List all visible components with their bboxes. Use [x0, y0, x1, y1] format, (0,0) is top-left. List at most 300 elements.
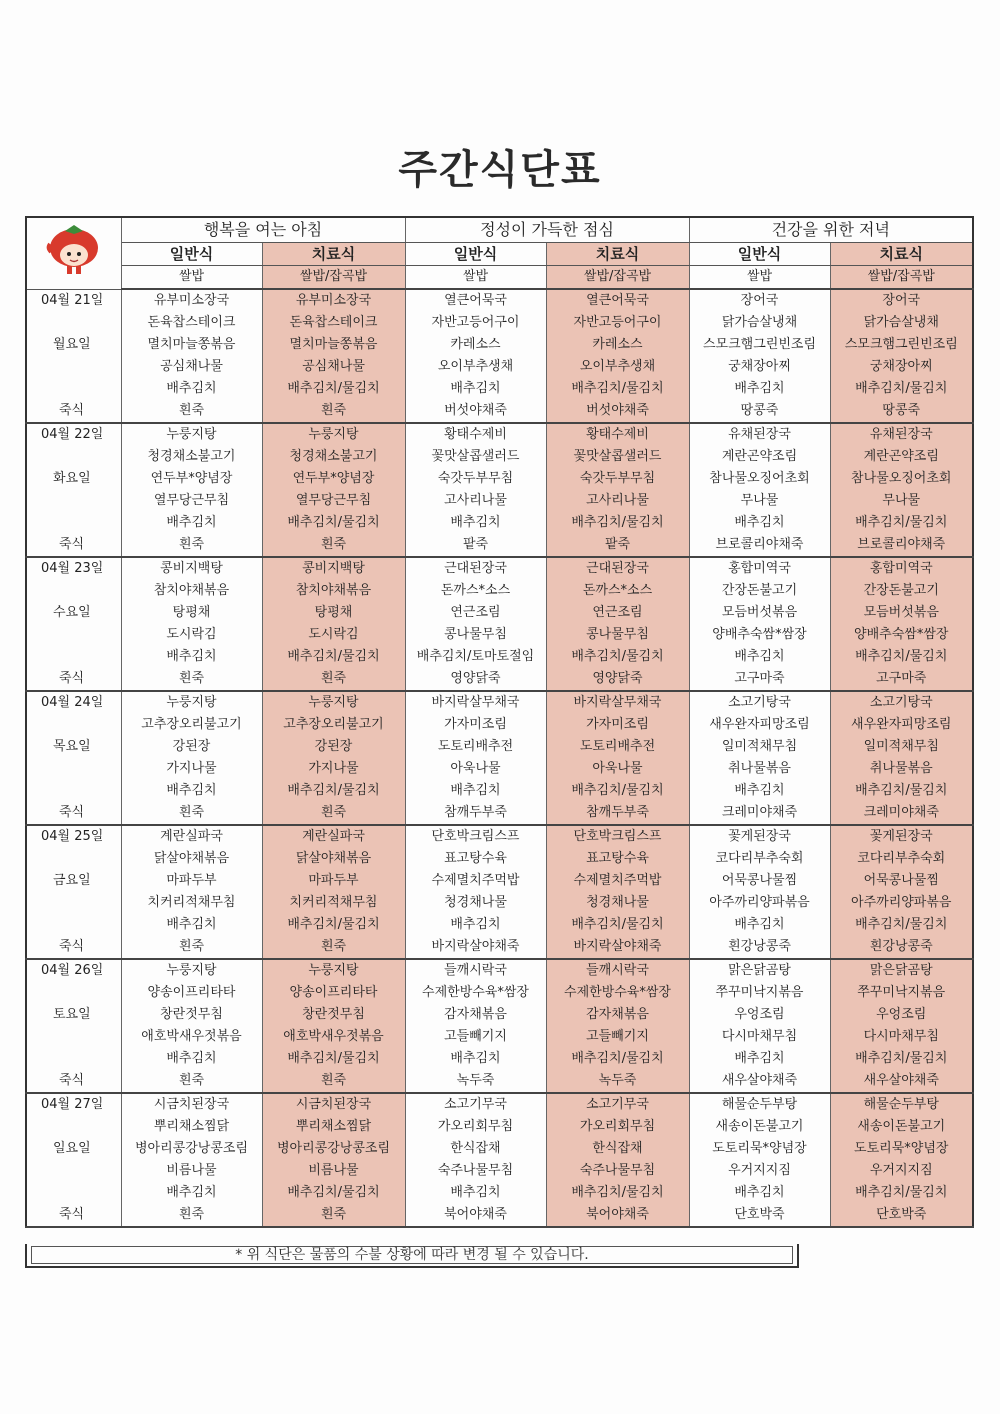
- therapy-menu-item: 콩나물무침: [546, 624, 689, 646]
- therapy-menu-item: 가오리회무침: [546, 1116, 689, 1138]
- therapy-menu-item: 배추김치/물김치: [830, 378, 973, 400]
- menu-row: [26, 982, 973, 1004]
- regular-menu-item: 마파두부: [121, 870, 262, 892]
- day-weekday: 금요일: [26, 870, 121, 892]
- therapy-menu-item: 가자미조림: [546, 714, 689, 736]
- day-label-empty: [26, 848, 121, 870]
- regular-menu-item: 배추김치: [689, 1182, 830, 1204]
- therapy-menu-item: 치커리적채무침: [262, 892, 405, 914]
- therapy-menu-item: 배추김치/물김치: [262, 914, 405, 936]
- porridge-label: 죽식: [26, 668, 121, 691]
- therapy-menu-item: 코다리부추숙회: [830, 848, 973, 870]
- therapy-menu-item: 흰죽: [262, 400, 405, 423]
- therapy-menu-item: 꽃맛살콥샐러드: [546, 446, 689, 468]
- therapy-menu-item: 우거지지짐: [830, 1160, 973, 1182]
- therapy-menu-item: 창란젓무침: [262, 1004, 405, 1026]
- menu-row: [26, 400, 973, 423]
- regular-menu-item: 궁채장아찌: [689, 356, 830, 378]
- therapy-menu-item: 콩비지백탕: [262, 557, 405, 580]
- day-weekday: 토요일: [26, 1004, 121, 1026]
- regular-menu-item: 새우살야채죽: [689, 1070, 830, 1093]
- menu-row: [26, 512, 973, 534]
- menu-row: [26, 936, 973, 959]
- therapy-menu-item: 해물순두부탕: [830, 1093, 973, 1116]
- menu-row: [26, 1093, 973, 1116]
- therapy-menu-item: 배추김치/물김치: [830, 1048, 973, 1070]
- menu-row: [26, 624, 973, 646]
- day-label-empty: [26, 1026, 121, 1048]
- therapy-menu-item: 단호박죽: [830, 1204, 973, 1227]
- day-weekday: 일요일: [26, 1138, 121, 1160]
- porridge-label: 죽식: [26, 1070, 121, 1093]
- therapy-menu-item: 황태수제비: [546, 423, 689, 446]
- therapy-menu-item: 꽃게된장국: [830, 825, 973, 848]
- footer-note-box: [25, 1244, 799, 1268]
- therapy-menu-item: 배추김치/물김치: [546, 512, 689, 534]
- day-weekday: 목요일: [26, 736, 121, 758]
- day-date: 04월 23일: [26, 557, 121, 580]
- therapy-menu-item: 공심채나물: [262, 356, 405, 378]
- menu-row: [26, 423, 973, 446]
- rice-cell: 쌀밥/잡곡밥: [546, 266, 689, 290]
- therapy-menu-item: 배추김치/물김치: [830, 914, 973, 936]
- therapy-menu-item: 바지락살무채국: [546, 691, 689, 714]
- menu-row: [26, 892, 973, 914]
- menu-row: [26, 691, 973, 714]
- therapy-menu-item: 청경채나물: [546, 892, 689, 914]
- regular-menu-item: 흰죽: [121, 400, 262, 423]
- therapy-menu-item: 아욱나물: [546, 758, 689, 780]
- therapy-menu-item: 가지나물: [262, 758, 405, 780]
- therapy-menu-item: 모듬버섯볶음: [830, 602, 973, 624]
- regular-menu-item: 배추김치: [405, 1048, 546, 1070]
- therapy-menu-item: 배추김치/물김치: [262, 378, 405, 400]
- regular-menu-item: 탕평채: [121, 602, 262, 624]
- day-label-empty: [26, 512, 121, 534]
- therapy-menu-item: 팥죽: [546, 534, 689, 557]
- therapy-menu-item: 배추김치/물김치: [546, 378, 689, 400]
- regular-menu-item: 계란실파국: [121, 825, 262, 848]
- therapy-menu-item: 수제멸치주먹밥: [546, 870, 689, 892]
- regular-menu-item: 고구마죽: [689, 668, 830, 691]
- therapy-menu-item: 맑은닭곰탕: [830, 959, 973, 982]
- rice-cell: 쌀밥: [121, 266, 262, 290]
- regular-menu-item: 닭가슴살냉채: [689, 312, 830, 334]
- therapy-menu-item: 배추김치/물김치: [262, 780, 405, 802]
- regular-menu-item: 열무당근무침: [121, 490, 262, 512]
- day-label-empty: [26, 624, 121, 646]
- regular-menu-item: 콩나물무침: [405, 624, 546, 646]
- regular-menu-item: 배추김치: [689, 1048, 830, 1070]
- regular-menu-item: 버섯야채죽: [405, 400, 546, 423]
- day-label-empty: [26, 714, 121, 736]
- therapy-menu-item: 홍합미역국: [830, 557, 973, 580]
- day-label-empty: [26, 1182, 121, 1204]
- regular-menu-item: 브로콜리야채죽: [689, 534, 830, 557]
- regular-menu-item: 영양닭죽: [405, 668, 546, 691]
- therapy-menu-item: 열무당근무침: [262, 490, 405, 512]
- menu-row: [26, 446, 973, 468]
- regular-menu-item: 꽃게된장국: [689, 825, 830, 848]
- therapy-menu-item: 한식잡채: [546, 1138, 689, 1160]
- type-header: 일반식: [121, 243, 262, 266]
- regular-menu-item: 고사리나물: [405, 490, 546, 512]
- therapy-menu-item: 연두부*양념장: [262, 468, 405, 490]
- regular-menu-item: 배추김치: [121, 512, 262, 534]
- regular-menu-item: 애호박새우젓볶음: [121, 1026, 262, 1048]
- regular-menu-item: 흰강낭콩죽: [689, 936, 830, 959]
- footer-note: * 위 식단은 물품의 수불 상황에 따라 변경 될 수 있습니다.: [31, 1246, 793, 1264]
- therapy-menu-item: 새우완자피망조림: [830, 714, 973, 736]
- regular-menu-item: 들깨시락국: [405, 959, 546, 982]
- menu-row: [26, 870, 973, 892]
- therapy-menu-item: 들깨시락국: [546, 959, 689, 982]
- therapy-menu-item: 단호박크림스프: [546, 825, 689, 848]
- regular-menu-item: 도시락김: [121, 624, 262, 646]
- therapy-menu-item: 우엉조림: [830, 1004, 973, 1026]
- therapy-menu-item: 오이부추생채: [546, 356, 689, 378]
- therapy-menu-item: 흰죽: [262, 1070, 405, 1093]
- menu-row: [26, 1026, 973, 1048]
- therapy-menu-item: 돈육찹스테이크: [262, 312, 405, 334]
- regular-menu-item: 소고기무국: [405, 1093, 546, 1116]
- regular-menu-item: 황태수제비: [405, 423, 546, 446]
- menu-row: [26, 334, 973, 356]
- porridge-label: 죽식: [26, 802, 121, 825]
- regular-menu-item: 오이부추생채: [405, 356, 546, 378]
- therapy-menu-item: 북어야채죽: [546, 1204, 689, 1227]
- porridge-label: 죽식: [26, 1204, 121, 1227]
- therapy-menu-item: 계란곤약조림: [830, 446, 973, 468]
- menu-row: [26, 959, 973, 982]
- regular-menu-item: 가자미조림: [405, 714, 546, 736]
- therapy-menu-item: 유채된장국: [830, 423, 973, 446]
- day-label-empty: [26, 758, 121, 780]
- regular-menu-item: 아욱나물: [405, 758, 546, 780]
- therapy-menu-item: 돈까스*소스: [546, 580, 689, 602]
- therapy-menu-item: 흰죽: [262, 534, 405, 557]
- regular-menu-item: 숙갓두부무침: [405, 468, 546, 490]
- therapy-menu-item: 병아리콩강낭콩조림: [262, 1138, 405, 1160]
- menu-row: [26, 780, 973, 802]
- day-label-empty: [26, 1160, 121, 1182]
- menu-row: [26, 534, 973, 557]
- regular-menu-item: 녹두죽: [405, 1070, 546, 1093]
- regular-menu-item: 아주까리양파볶음: [689, 892, 830, 914]
- therapy-menu-item: 숙갓두부무침: [546, 468, 689, 490]
- therapy-menu-item: 배추김치/물김치: [546, 1182, 689, 1204]
- regular-menu-item: 코다리부추숙회: [689, 848, 830, 870]
- menu-row: [26, 646, 973, 668]
- regular-menu-item: 비름나물: [121, 1160, 262, 1182]
- therapy-menu-item: 바지락살야채죽: [546, 936, 689, 959]
- therapy-menu-item: 근대된장국: [546, 557, 689, 580]
- day-label-empty: [26, 646, 121, 668]
- regular-menu-item: 숙주나물무침: [405, 1160, 546, 1182]
- regular-menu-item: 일미적채무침: [689, 736, 830, 758]
- therapy-menu-item: 고추장오리불고기: [262, 714, 405, 736]
- day-date: 04월 24일: [26, 691, 121, 714]
- therapy-menu-item: 배추김치/물김치: [262, 1182, 405, 1204]
- regular-menu-item: 수제한방수육*쌈장: [405, 982, 546, 1004]
- regular-menu-item: 배추김치: [405, 512, 546, 534]
- therapy-menu-item: 흰강낭콩죽: [830, 936, 973, 959]
- therapy-menu-item: 소고기탕국: [830, 691, 973, 714]
- therapy-menu-item: 도토리배추전: [546, 736, 689, 758]
- therapy-menu-item: 새송이돈불고기: [830, 1116, 973, 1138]
- meal-header-dinner: 건강을 위한 저녁: [689, 217, 973, 243]
- day-weekday: 월요일: [26, 334, 121, 356]
- therapy-menu-item: 연근조림: [546, 602, 689, 624]
- regular-menu-item: 카레소스: [405, 334, 546, 356]
- day-label-empty: [26, 1048, 121, 1070]
- regular-menu-item: 배추김치: [121, 646, 262, 668]
- menu-row: [26, 312, 973, 334]
- therapy-menu-item: 버섯야채죽: [546, 400, 689, 423]
- regular-menu-item: 배추김치: [689, 512, 830, 534]
- regular-menu-item: 근대된장국: [405, 557, 546, 580]
- therapy-menu-item: 도시락김: [262, 624, 405, 646]
- day-date: 04월 26일: [26, 959, 121, 982]
- therapy-menu-item: 애호박새우젓볶음: [262, 1026, 405, 1048]
- day-label-empty: [26, 356, 121, 378]
- menu-row: [26, 557, 973, 580]
- regular-menu-item: 뿌리채소찜닭: [121, 1116, 262, 1138]
- therapy-menu-item: 배추김치/물김치: [546, 1048, 689, 1070]
- regular-menu-item: 흰죽: [121, 668, 262, 691]
- regular-menu-item: 가지나물: [121, 758, 262, 780]
- menu-row: [26, 758, 973, 780]
- regular-menu-item: 크레미야채죽: [689, 802, 830, 825]
- regular-menu-item: 연두부*양념장: [121, 468, 262, 490]
- menu-row: [26, 1070, 973, 1093]
- regular-menu-item: 창란젓무침: [121, 1004, 262, 1026]
- regular-menu-item: 배추김치: [405, 914, 546, 936]
- therapy-menu-item: 누룽지탕: [262, 423, 405, 446]
- menu-row: [26, 1048, 973, 1070]
- regular-menu-item: 우거지지짐: [689, 1160, 830, 1182]
- regular-menu-item: 시금치된장국: [121, 1093, 262, 1116]
- type-header: 치료식: [830, 243, 973, 266]
- regular-menu-item: 바지락살무채국: [405, 691, 546, 714]
- therapy-menu-item: 고구마죽: [830, 668, 973, 691]
- regular-menu-item: 유채된장국: [689, 423, 830, 446]
- regular-menu-item: 돈까스*소스: [405, 580, 546, 602]
- regular-menu-item: 북어야채죽: [405, 1204, 546, 1227]
- therapy-menu-item: 참깨두부죽: [546, 802, 689, 825]
- therapy-menu-item: 소고기무국: [546, 1093, 689, 1116]
- regular-menu-item: 도토리묵*양념장: [689, 1138, 830, 1160]
- regular-menu-item: 배추김치: [405, 378, 546, 400]
- menu-row: [26, 356, 973, 378]
- therapy-menu-item: 누룽지탕: [262, 959, 405, 982]
- menu-row: [26, 1138, 973, 1160]
- regular-menu-item: 바지락살야채죽: [405, 936, 546, 959]
- day-label-empty: [26, 914, 121, 936]
- regular-menu-item: 다시마채무침: [689, 1026, 830, 1048]
- day-label-empty: [26, 780, 121, 802]
- regular-menu-item: 흰죽: [121, 1070, 262, 1093]
- day-label-empty: [26, 580, 121, 602]
- regular-menu-item: 흰죽: [121, 1204, 262, 1227]
- regular-menu-item: 고들빼기지: [405, 1026, 546, 1048]
- therapy-menu-item: 고들빼기지: [546, 1026, 689, 1048]
- therapy-menu-item: 배추김치/물김치: [830, 646, 973, 668]
- therapy-menu-item: 배추김치/물김치: [262, 1048, 405, 1070]
- therapy-menu-item: 누룽지탕: [262, 691, 405, 714]
- regular-menu-item: 참깨두부죽: [405, 802, 546, 825]
- regular-menu-item: 공심채나물: [121, 356, 262, 378]
- day-date: 04월 22일: [26, 423, 121, 446]
- regular-menu-item: 팥죽: [405, 534, 546, 557]
- menu-row: [26, 848, 973, 870]
- mascot-cell: [26, 217, 121, 289]
- therapy-menu-item: 카레소스: [546, 334, 689, 356]
- regular-menu-item: 병아리콩강낭콩조림: [121, 1138, 262, 1160]
- regular-menu-item: 장어국: [689, 289, 830, 312]
- type-header: 일반식: [689, 243, 830, 266]
- porridge-label: 죽식: [26, 534, 121, 557]
- menu-row: [26, 736, 973, 758]
- therapy-menu-item: 배추김치/물김치: [830, 780, 973, 802]
- regular-menu-item: 콩비지백탕: [121, 557, 262, 580]
- therapy-menu-item: 배추김치/물김치: [262, 646, 405, 668]
- regular-menu-item: 청경채나물: [405, 892, 546, 914]
- regular-menu-item: 양배추숙쌈*쌈장: [689, 624, 830, 646]
- therapy-menu-item: 표고탕수육: [546, 848, 689, 870]
- menu-row: [26, 802, 973, 825]
- regular-menu-item: 도토리배추전: [405, 736, 546, 758]
- regular-menu-item: 땅콩죽: [689, 400, 830, 423]
- type-header: 치료식: [546, 243, 689, 266]
- regular-menu-item: 돈육찹스테이크: [121, 312, 262, 334]
- regular-menu-item: 모듬버섯볶음: [689, 602, 830, 624]
- therapy-menu-item: 영양닭죽: [546, 668, 689, 691]
- regular-menu-item: 취나물볶음: [689, 758, 830, 780]
- menu-row: [26, 825, 973, 848]
- rice-cell: 쌀밥: [405, 266, 546, 290]
- day-label-empty: [26, 312, 121, 334]
- therapy-menu-item: 배추김치/물김치: [262, 512, 405, 534]
- regular-menu-item: 배추김치: [405, 780, 546, 802]
- regular-menu-item: 배추김치: [121, 780, 262, 802]
- therapy-menu-item: 배추김치/물김치: [546, 646, 689, 668]
- therapy-menu-item: 새우살야채죽: [830, 1070, 973, 1093]
- regular-menu-item: 한식잡채: [405, 1138, 546, 1160]
- regular-menu-item: 표고탕수육: [405, 848, 546, 870]
- rice-cell: 쌀밥/잡곡밥: [830, 266, 973, 290]
- therapy-menu-item: 배추김치/물김치: [830, 512, 973, 534]
- therapy-menu-item: 감자채볶음: [546, 1004, 689, 1026]
- menu-row: [26, 1116, 973, 1138]
- regular-menu-item: 참치야채볶음: [121, 580, 262, 602]
- regular-menu-item: 배추김치: [689, 914, 830, 936]
- regular-menu-item: 배추김치: [121, 1048, 262, 1070]
- therapy-menu-item: 어묵콩나물찜: [830, 870, 973, 892]
- regular-menu-item: 무나물: [689, 490, 830, 512]
- regular-menu-item: 꽃맛살콥샐러드: [405, 446, 546, 468]
- therapy-menu-item: 고사리나물: [546, 490, 689, 512]
- therapy-menu-item: 궁채장아찌: [830, 356, 973, 378]
- regular-menu-item: 열큰어묵국: [405, 289, 546, 312]
- regular-menu-item: 흰죽: [121, 802, 262, 825]
- therapy-menu-item: 멸치마늘쫑볶음: [262, 334, 405, 356]
- menu-row: [26, 602, 973, 624]
- porridge-label: 죽식: [26, 936, 121, 959]
- regular-menu-item: 닭살야채볶음: [121, 848, 262, 870]
- regular-menu-item: 연근조림: [405, 602, 546, 624]
- regular-menu-item: 해물순두부탕: [689, 1093, 830, 1116]
- therapy-menu-item: 취나물볶음: [830, 758, 973, 780]
- therapy-menu-item: 일미적채무침: [830, 736, 973, 758]
- regular-menu-item: 배추김치: [121, 1182, 262, 1204]
- therapy-menu-item: 간장돈불고기: [830, 580, 973, 602]
- therapy-menu-item: 도토리묵*양념장: [830, 1138, 973, 1160]
- therapy-menu-item: 브로콜리야채죽: [830, 534, 973, 557]
- regular-menu-item: 흰죽: [121, 936, 262, 959]
- menu-row: [26, 1182, 973, 1204]
- regular-menu-item: 누룽지탕: [121, 423, 262, 446]
- day-date: 04월 25일: [26, 825, 121, 848]
- therapy-menu-item: 숙주나물무침: [546, 1160, 689, 1182]
- tomato-mascot-icon: [43, 222, 105, 278]
- menu-row: [26, 914, 973, 936]
- therapy-menu-item: 닭살야채볶음: [262, 848, 405, 870]
- regular-menu-item: 배추김치: [121, 378, 262, 400]
- therapy-menu-item: 시금치된장국: [262, 1093, 405, 1116]
- regular-menu-item: 유부미소장국: [121, 289, 262, 312]
- day-label-empty: [26, 1116, 121, 1138]
- rice-cell: 쌀밥: [689, 266, 830, 290]
- therapy-menu-item: 닭가슴살냉채: [830, 312, 973, 334]
- regular-menu-item: 누룽지탕: [121, 691, 262, 714]
- regular-menu-item: 새송이돈불고기: [689, 1116, 830, 1138]
- therapy-menu-item: 열큰어묵국: [546, 289, 689, 312]
- menu-row: [26, 289, 973, 312]
- therapy-menu-item: 쭈꾸미낙지볶음: [830, 982, 973, 1004]
- day-label-empty: [26, 446, 121, 468]
- menu-row: [26, 378, 973, 400]
- therapy-menu-item: 강된장: [262, 736, 405, 758]
- therapy-menu-item: 스모크햄그린빈조림: [830, 334, 973, 356]
- regular-menu-item: 자반고등어구이: [405, 312, 546, 334]
- regular-menu-item: 홍합미역국: [689, 557, 830, 580]
- regular-menu-item: 배추김치: [405, 1182, 546, 1204]
- therapy-menu-item: 수제한방수육*쌈장: [546, 982, 689, 1004]
- porridge-label: 죽식: [26, 400, 121, 423]
- therapy-menu-item: 양배추숙쌈*쌈장: [830, 624, 973, 646]
- therapy-menu-item: 크레미야채죽: [830, 802, 973, 825]
- page-title: 주간식단표: [398, 147, 602, 193]
- regular-menu-item: 스모크햄그린빈조림: [689, 334, 830, 356]
- meal-header-breakfast: 행복을 여는 아침: [121, 217, 405, 243]
- therapy-menu-item: 장어국: [830, 289, 973, 312]
- regular-menu-item: 맑은닭곰탕: [689, 959, 830, 982]
- meal-header-lunch: 정성이 가득한 점심: [405, 217, 689, 243]
- regular-menu-item: 수제멸치주먹밥: [405, 870, 546, 892]
- therapy-menu-item: 청경채소불고기: [262, 446, 405, 468]
- regular-menu-item: 새우완자피망조림: [689, 714, 830, 736]
- therapy-menu-item: 흰죽: [262, 802, 405, 825]
- therapy-menu-item: 계란실파국: [262, 825, 405, 848]
- therapy-menu-item: 비름나물: [262, 1160, 405, 1182]
- therapy-menu-item: 다시마채무침: [830, 1026, 973, 1048]
- regular-menu-item: 어묵콩나물찜: [689, 870, 830, 892]
- therapy-menu-item: 참나물오징어초회: [830, 468, 973, 490]
- regular-menu-item: 단호박크림스프: [405, 825, 546, 848]
- regular-menu-item: 흰죽: [121, 534, 262, 557]
- menu-row: [26, 1204, 973, 1227]
